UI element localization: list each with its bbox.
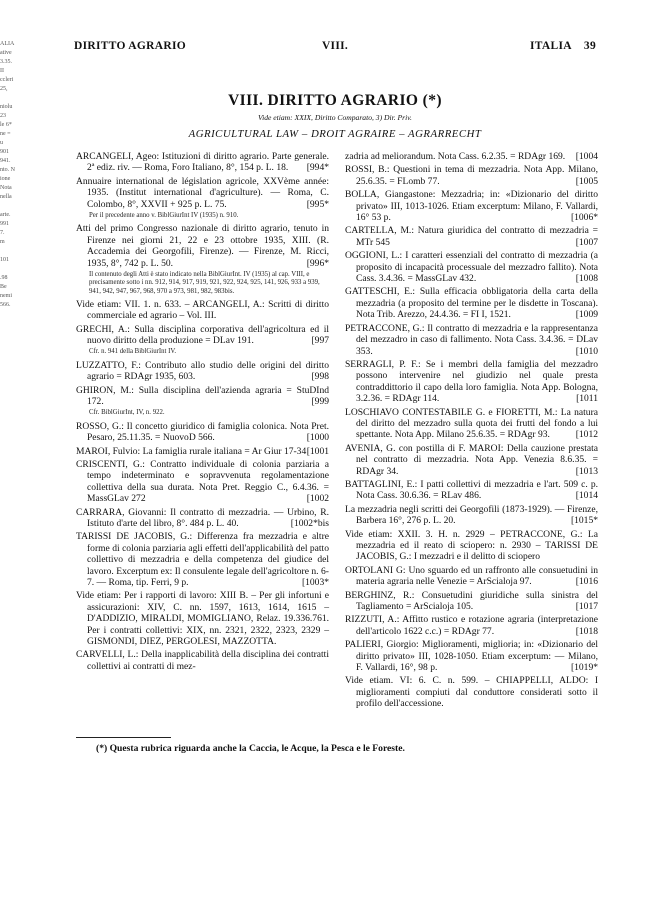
entry-number: [1002*bis bbox=[290, 517, 329, 529]
margin-fragment: ative bbox=[0, 50, 12, 56]
entry-number: [1011 bbox=[576, 393, 598, 405]
entry-text: Vide etiam: XXII. 3. H. n. 2929 – PETRACCONE, G.: La mezzadria ed il reato di sciopero: n. 2930 – TARISSI DE JACOBIS, G.: I mezzadri e il delitto di sciopero bbox=[345, 528, 598, 563]
margin-fragment: m bbox=[0, 239, 5, 245]
entry-text: LOSCHIAVO CONTESTABILE G. e FIORETTI, M.: La natura del diritto del mezzadro sulla quota dei frutti del fondo a lui spettante. Nota App. Milano 25.6.35. = RDAgr 93. bbox=[345, 406, 598, 441]
margin-fragment bbox=[0, 94, 18, 103]
footnote-rule bbox=[76, 737, 171, 738]
entry-text: BOLLA, Giangastone: Mezzadria; in: «Dizionario del diritto privato» III, 1013-1026. Etiam excerptum: Milano, F. Vallardi, 16° 53 p. bbox=[345, 189, 598, 224]
bibliography-entry bbox=[76, 299, 329, 322]
bibliography-entry bbox=[345, 359, 598, 405]
entry-text: CARVELLI, L.: Della inapplicabilità della disciplina dei contratti collettivi ai contratti di mez- bbox=[76, 649, 329, 672]
entry-number: [1000 bbox=[306, 432, 329, 444]
bibliography-entry bbox=[345, 639, 598, 673]
entry-number: [1015* bbox=[570, 515, 598, 527]
margin-fragment: 991 bbox=[0, 221, 9, 227]
bibliography-entry bbox=[345, 443, 598, 477]
bibliography-entry bbox=[345, 504, 598, 527]
bibliography-entry bbox=[345, 225, 598, 248]
entry-text: Vide etiam: Per i rapporti di lavoro: XIII B. – Per gli infortuni e assicurazioni: XIV, C. nn. 1597, 1613, 1614, 1615 – D'ADDIZIO, MIRALDI, MOMIGLIANO, Relaz. 19.336.761. Per i contratti collettivi: XIX, nn. 2321, 2322, 2323, 2329 – GISMONDI, DIEZ, PERGOLESI, MAZZOTTA. bbox=[76, 590, 329, 647]
bibliography-entry bbox=[345, 407, 598, 441]
bibliography-entry bbox=[76, 385, 329, 408]
entry-text: La mezzadria negli scritti dei Georgofili (1873-1929). — Firenze, Barbera 16°, 276 p. L. 20. bbox=[345, 503, 598, 527]
bibliography-entry bbox=[76, 590, 329, 647]
margin-fragment bbox=[0, 247, 18, 256]
entry-number: [1006* bbox=[570, 212, 598, 224]
entry-number: [1009 bbox=[575, 309, 598, 321]
margin-fragment: nemi bbox=[0, 293, 12, 299]
entry-number: [1005 bbox=[575, 175, 598, 187]
bibliography-entry bbox=[76, 151, 329, 174]
margin-fragment: 941. bbox=[0, 158, 11, 164]
entry-text: ROSSI, B.: Questioni in tema di mezzadria. Nota App. Milano, 25.6.35. = FLomb 77. bbox=[345, 164, 598, 187]
margin-fragment: Nota bbox=[0, 185, 12, 191]
entry-text: RIZZUTI, A.: Affitto rustico e rotazione agraria (interpretazione dell'articolo 1622 c.c.) = RDAgr 77. bbox=[345, 614, 598, 637]
bibliography-entry bbox=[345, 614, 598, 637]
margin-fragment: arte. bbox=[0, 212, 11, 218]
left-column bbox=[76, 151, 329, 674]
entry-number: [995* bbox=[306, 198, 329, 210]
bibliography-entry bbox=[345, 164, 598, 187]
chapter-subtitle: AGRICULTURAL LAW – DROIT AGRAIRE – AGRARRECHT bbox=[188, 128, 482, 140]
entry-number: [1018 bbox=[575, 625, 598, 637]
entry-number: [1003* bbox=[301, 576, 329, 588]
bibliography-entry bbox=[345, 590, 598, 613]
bibliography-entry bbox=[345, 286, 598, 320]
entry-number: [996* bbox=[306, 257, 329, 269]
margin-fragment: 3.35. bbox=[0, 59, 12, 65]
margin-fragment: ALIA bbox=[0, 41, 15, 47]
entry-number: [1016 bbox=[575, 576, 598, 588]
entry-text: TARISSI DE JACOBIS, G.: Differenza fra mezzadria e altre forme di colonia parziaria agli effetti dell'applicabilità del patto collettivo di mezzadria e della competenza del giudice del lavoro. Excerptum ex: Il consulente legale dell'agricoltore n. 6-7. — Roma, tip. Ferri, 9 p. bbox=[76, 531, 329, 588]
entry-text: ARCANGELI, Ageo: Istituzioni di diritto agrario. Parte generale. 2ª ediz. riv. — Roma, Foro Italiano, 8°, 154 p. L. 18. bbox=[76, 151, 329, 174]
entry-number: [1002 bbox=[306, 493, 329, 505]
entry-text: AVENIA, G. con postilla di F. MAROI: Della cauzione prestata nel contratto di mezzadria. Nota App. Venezia 8.6.35. = RDAgr 34. bbox=[345, 442, 598, 477]
bibliographic-note: Per il precedente anno v. BiblGiurInt IV (1935) n. 910. bbox=[89, 212, 239, 220]
margin-fragment: II bbox=[0, 68, 4, 74]
bibliography-entry bbox=[345, 565, 598, 588]
chapter-title: VIII. DIRITTO AGRARIO (*) bbox=[228, 92, 442, 109]
bibliography-entry bbox=[345, 479, 598, 502]
entry-number: [1013 bbox=[575, 465, 598, 477]
header-country-page: ITALIA 39 bbox=[529, 40, 596, 52]
entry-text: Vide etiam. VI: 6. C. n. 599. – CHIAPPELLI, ALDO: I miglioramenti compiuti dal conduttore considerati sotto il profilo dell'accessione. bbox=[345, 675, 598, 710]
bibliography-entry bbox=[76, 446, 329, 457]
bibliography-entry bbox=[76, 421, 329, 444]
entry-text: OGGIONI, L.: I caratteri essenziali del contratto di mezzadria (a proposito di incapacità processuale del mezzadro fallito). Nota Cass. 3.4.36. = MassGLav 432. bbox=[345, 250, 598, 285]
entry-text: CARRARA, Giovanni: Il contratto di mezzadria. — Urbino, R. Istituto d'arte del libro, 8°. 484 p. L. 40. bbox=[76, 506, 329, 529]
margin-fragment: 7. bbox=[0, 230, 5, 236]
entry-text: GRECHI, A.: Sulla disciplina corporativa dell'agricoltura ed il nuovo diritto della produzione = DLav 191. bbox=[76, 323, 329, 347]
entry-number: [1007 bbox=[575, 236, 598, 248]
margin-fragment: .98 bbox=[0, 275, 8, 281]
entry-text: PALIERI, Giorgio: Miglioramenti, miglioria; in: «Dizionario del diritto privato» III, 1028-1050. Etiam excerptum: — Milano, F. Vallardi, 16°, 98 p. bbox=[345, 639, 598, 674]
footnote: (*) Questa rubrica riguarda anche la Caccia, le Acque, la Pesca e le Foreste. bbox=[96, 743, 405, 754]
entry-text: Vide etiam: VII. 1. n. 633. – ARCANGELI, A.: Scritti di diritto commerciale ed agrario – Vol. III. bbox=[76, 298, 329, 322]
margin-fragment: 25, bbox=[0, 86, 8, 92]
bibliography-entry bbox=[345, 675, 598, 709]
header-section-number: VIII. bbox=[321, 40, 349, 52]
margin-fragment bbox=[0, 265, 18, 274]
entry-text: ROSSO, G.: Il concetto giuridico di famiglia colonica. Nota Pret. Pesaro, 25.11.35. = NuovoD 566. bbox=[76, 420, 329, 444]
bibliography-entry bbox=[76, 223, 329, 269]
entry-text: CRISCENTI, G.: Contratto individuale di colonia parziaria a tempo indeterminato e sopravvenuta regolamentazione collettiva della sua durata. Nota Pret. Reggio C., 6.4.36. = MassGLav 272 bbox=[76, 458, 329, 505]
bibliography-entry bbox=[345, 529, 598, 563]
entry-number: [1014 bbox=[575, 490, 598, 502]
entry-number: [1019* bbox=[570, 662, 598, 674]
bibliography-entry bbox=[76, 531, 329, 588]
running-header bbox=[74, 40, 596, 56]
margin-fragment: niolu bbox=[0, 104, 13, 110]
entry-text: BATTAGLINI, E.: I patti collettivi di mezzadria e l'art. 509 c. p. Nota Cass. 30.6.36. = RLav 486. bbox=[345, 478, 598, 502]
bibliographic-note: Cfr. n. 941 della BiblGiurInt IV. bbox=[89, 348, 177, 356]
bibliography-entry bbox=[345, 189, 598, 223]
entry-number: [1010 bbox=[575, 345, 598, 357]
margin-fragment: nella bbox=[0, 194, 12, 200]
entry-number: [1004 bbox=[575, 151, 598, 162]
entry-number: [1012 bbox=[575, 429, 598, 441]
header-section-name: DIRITTO AGRARIO bbox=[74, 40, 186, 52]
bibliography-entry bbox=[76, 459, 329, 505]
margin-fragment: 23 bbox=[0, 113, 6, 119]
entry-text: GHIRON, M.: Sulla disciplina dell'azienda agraria = StuDInd 172. bbox=[76, 384, 329, 407]
margin-fragment: 101 bbox=[0, 257, 9, 263]
bibliography-entry bbox=[76, 507, 329, 530]
entry-text: BERGHINZ, R.: Consuetudini giuridiche sulla sinistra del Tagliamento = ArScialoja 105. bbox=[345, 589, 598, 613]
margin-fragment: u bbox=[0, 140, 3, 146]
margin-fragment: Be bbox=[0, 284, 7, 290]
margin-fragment: 566. bbox=[0, 302, 11, 308]
margin-fragment: le 6* bbox=[0, 122, 12, 128]
margin-fragment: nto. N bbox=[0, 167, 15, 173]
vide-etiam-line: Vide etiam: XXIX, Diritto Comparato, 3) Dir. Priv. bbox=[258, 113, 412, 122]
entry-number: [1008 bbox=[575, 273, 598, 285]
entry-text: ORTOLANI G: Uno sguardo ed un raffronto alle consuetudini in materia agraria nelle Venezie = ArScialoja 97. bbox=[345, 564, 598, 588]
entry-text: zadria ad meliorandum. Nota Cass. 6.2.35. = RDAgr 169. bbox=[345, 151, 566, 162]
entry-text: LUZZATTO, F.: Contributo allo studio delle origini del diritto agrario = RDAgr 1935, 603. bbox=[76, 359, 329, 383]
left-margin-fragment bbox=[0, 40, 18, 660]
margin-fragment: 901 bbox=[0, 149, 9, 155]
entry-number: [997 bbox=[311, 335, 329, 347]
margin-fragment: ione bbox=[0, 176, 11, 182]
entry-text: PETRACCONE, G.: Il contratto di mezzadria e la rappresentanza del mezzadro in caso di fallimento. Nota Cass. 3.4.36. = DLav 353. bbox=[345, 322, 598, 357]
bibliography-entry bbox=[76, 176, 329, 210]
bibliographic-note: Cfr. BiblGiurInt, IV, n. 922. bbox=[89, 409, 165, 417]
bibliography-entry bbox=[345, 250, 598, 284]
entry-text: CARTELLA, M.: Natura giuridica del contratto di mezzadria = MTr 545 bbox=[345, 225, 598, 248]
margin-fragment bbox=[0, 202, 18, 211]
entry-number: [1001 bbox=[306, 445, 329, 457]
bibliography-entry bbox=[76, 649, 329, 672]
margin-fragment: ccleri bbox=[0, 77, 14, 83]
entry-text: GATTESCHI, E.: Sulla efficacia obbligatoria della carta della mezzadria (a proposito del termine per le disdette in Toscana). Nota Trib. Arezzo, 24.4.36. = FI I, 1521. bbox=[345, 286, 598, 321]
bibliographic-note: Il contenuto degli Atti è stato indicato nella BiblGiurInt. IV (1935) al cap. VIII, e precisamente sotto i nn. 912, 914, 917, 919, 921, 922, 924, 925, 141, 926, 933 a 939, 941, 942, 947, 967, 968, 970 a 973, 981, 982, 983bis. bbox=[89, 270, 320, 295]
bibliography-entry bbox=[345, 151, 598, 162]
entry-number: [994* bbox=[306, 162, 329, 174]
entry-text: MAROI, Fulvio: La famiglia rurale italiana = Ar Giur 17-34 bbox=[76, 445, 307, 457]
entry-text: Atti del primo Congresso nazionale di diritto agrario, tenuto in Firenze nei giorni 21, 22 e 23 ottobre 1935, XIII. (R. Accademia dei Georgofili, Firenze). — Firenze, M. Ricci, 1935, 8°, 742 p. L. 50. bbox=[76, 223, 329, 269]
entry-number: [998 bbox=[311, 371, 329, 383]
bibliography-entry bbox=[345, 323, 598, 357]
margin-fragment: ne = bbox=[0, 131, 11, 137]
entry-number: [1017 bbox=[575, 601, 598, 613]
entry-text: Annuaire international de législation agricole, XXVème année: 1935. (Institut international d'agriculture). — Roma, C. Colombo, 8°, XXVII + 925 p. L. 75. bbox=[76, 175, 329, 210]
entry-text: SERRAGLI, P. F.: Se i membri della famiglia del mezzadro possono intervenire nel giudizio nel quale presta contraddittorio il capo della loro famiglia. Nota App. Bologna, 3.2.36. = RDAgr 114. bbox=[345, 358, 598, 405]
entry-number: [999 bbox=[311, 395, 329, 407]
right-column bbox=[345, 151, 598, 712]
bibliography-entry bbox=[76, 324, 329, 347]
bibliography-entry bbox=[76, 360, 329, 383]
